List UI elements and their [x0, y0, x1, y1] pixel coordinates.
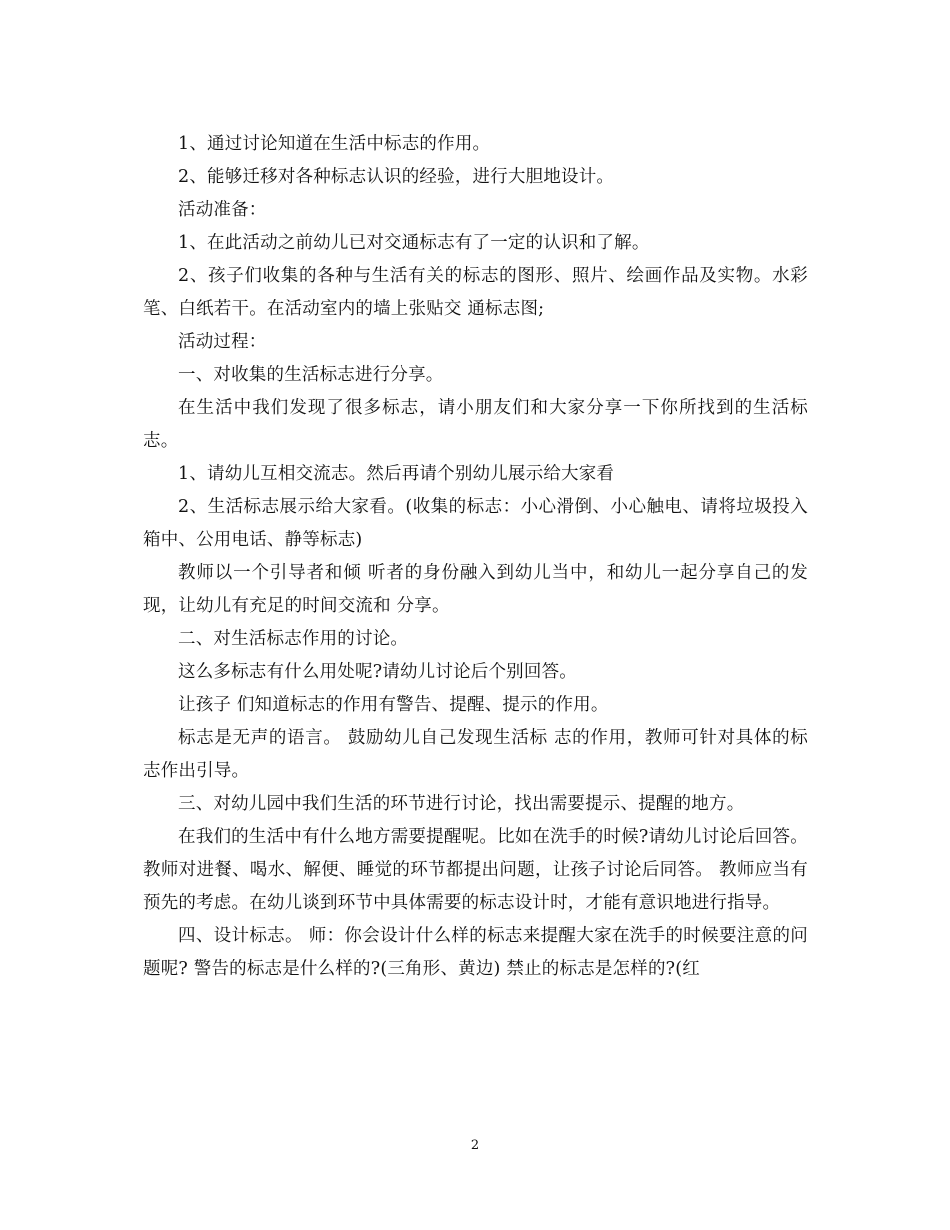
paragraph: 在我们的生活中有什么地方需要提醒呢。比如在洗手的时候?请幼儿讨论后回答。教师对进餐、喝水、解便、睡觉的环节都提出问题，让孩子讨论后同答。 教师应当有预先的考虑。在幼儿谈到环节中具体需要的标志设计时，才能有意识地进行指导。	[143, 827, 808, 913]
paragraph: 三、对幼儿园中我们生活的环节进行讨论，找出需要提示、提醒的地方。	[178, 794, 745, 814]
paragraph: 标志是无声的语言。 鼓励幼儿自己发现生活标 志的作用，教师可针对具体的标志作出引导。	[143, 728, 808, 781]
document-body	[143, 128, 808, 986]
paragraph: 1、通过讨论知道在生活中标志的作用。	[178, 134, 491, 154]
paragraph: 四、设计标志。 师：你会设计什么样的标志来提醒大家在洗手的时候要注意的问题呢? 警告的标志是什么样的?(三角形、黄边) 禁止的标志是怎样的?(红	[143, 926, 808, 979]
paragraph: 让孩子 们知道标志的作用有警告、提醒、提示的作用。	[178, 695, 609, 715]
paragraph: 在生活中我们发现了很多标志，请小朋友们和大家分享一下你所找到的生活标志。	[143, 398, 808, 451]
paragraph: 这么多标志有什么用处呢?请幼儿讨论后个别回答。	[178, 662, 577, 682]
paragraph: 二、对生活标志作用的讨论。	[178, 629, 409, 649]
paragraph: 活动准备：	[178, 200, 267, 220]
paragraph: 1、请幼儿互相交流志。然后再请个别幼儿展示给大家看	[178, 464, 615, 484]
paragraph: 2、能够迁移对各种标志认识的经验，进行大胆地设计。	[178, 167, 615, 187]
page-number: 2	[470, 1138, 480, 1153]
paragraph: 一、对收集的生活标志进行分享。	[178, 365, 444, 385]
paragraph: 教师以一个引导者和倾 听者的身份融入到幼儿当中，和幼儿一起分享自己的发现，让幼儿有充足的时间交流和 分享。	[143, 563, 808, 616]
paragraph: 2、生活标志展示给大家看。(收集的标志：小心滑倒、小心触电、请将垃圾投入箱中、公用电话、静等标志)	[143, 497, 808, 550]
paragraph: 活动过程：	[178, 332, 267, 352]
paragraph: 1、在此活动之前幼儿已对交通标志有了一定的认识和了解。	[178, 233, 650, 253]
paragraph: 2、孩子们收集的各种与生活有关的标志的图形、照片、绘画作品及实物。水彩笔、白纸若干。在活动室内的墙上张贴交 通标志图;	[143, 266, 808, 319]
